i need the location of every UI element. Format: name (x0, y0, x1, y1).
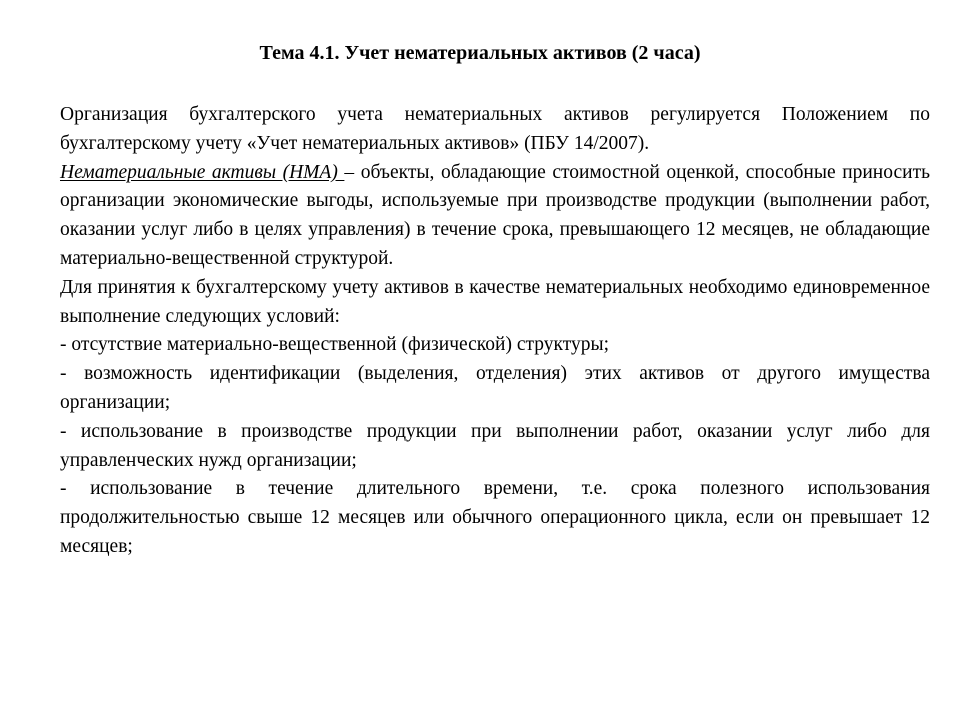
slide-body (60, 101, 930, 562)
condition-item: - возможность идентификации (выделения, отделения) этих активов от другого имущества организации; (60, 363, 930, 413)
condition-item: - использование в течение длительного времени, т.е. срока полезного использования продолжительностью свыше 12 месяцев или обычного операционного цикла, если он превышает 12 месяцев; (60, 478, 930, 557)
definition-paragraph (60, 159, 930, 274)
definition-text: – объекты, обладающие стоимостной оценкой, способные приносить организации экономические выгоды, используемые при производстве продукции (выполнении работ, оказании услуг либо в целях управления) в течение срока, превышающего 12 месяцев, не обладающие материально-вещественной структурой. (60, 161, 930, 269)
condition-item: - использование в производстве продукции при выполнении работ, оказании услуг либо для управленческих нужд организации; (60, 420, 930, 471)
condition-item: - отсутствие материально-вещественной (физической) структуры; (60, 334, 609, 356)
definition-term: Нематериальные активы (НМА) (60, 161, 345, 183)
conditions-intro-paragraph: Для принятия к бухгалтерскому учету активов в качестве нематериальных необходимо единовременное выполнение следующих условий: (60, 276, 930, 327)
intro-paragraph: Организация бухгалтерского учета нематериальных активов регулируется Положением по бухгалтерскому учету «Учет нематериальных активов» (ПБУ 14/2007). (60, 104, 930, 154)
slide-title: Тема 4.1. Учет нематериальных активов (2 часа) (259, 42, 701, 64)
